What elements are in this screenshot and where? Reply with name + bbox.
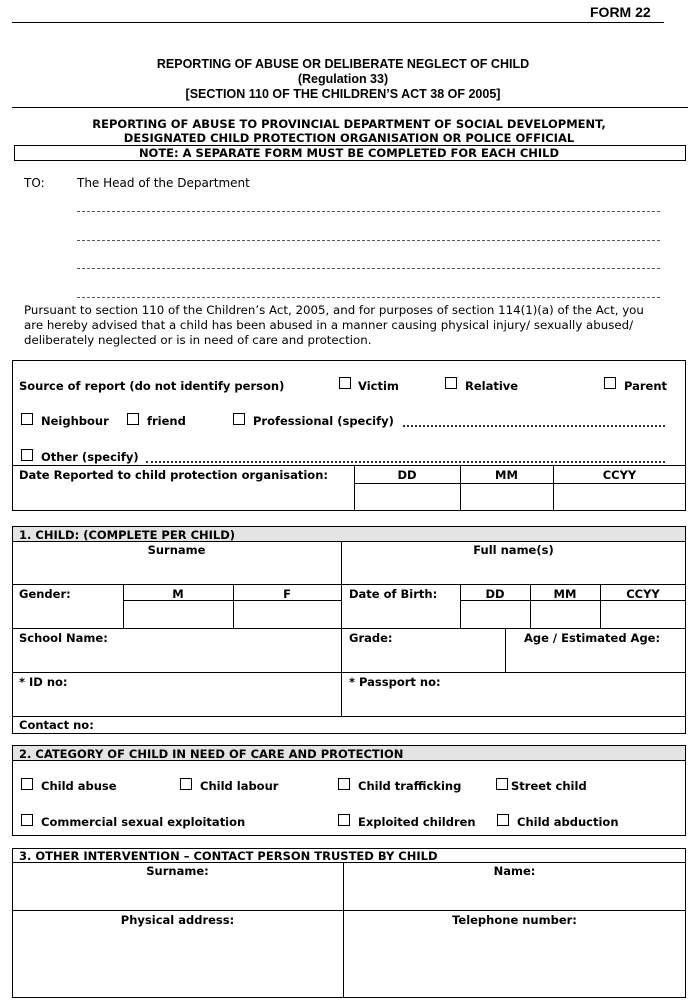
other-surname-label: Surname: <box>146 864 209 878</box>
dob-dd-label: DD <box>485 587 505 601</box>
date-row-top <box>12 465 686 466</box>
form-number: FORM 22 <box>590 4 651 20</box>
category-section-title: 2. CATEGORY OF CHILD IN NEED OF CARE AND PROTECTION <box>19 747 404 761</box>
child-abuse-label: Child abuse <box>41 779 117 793</box>
other-address-label: Physical address: <box>120 913 235 927</box>
date-header-line <box>354 483 686 484</box>
note-text: NOTE: A SEPARATE FORM MUST BE COMPLETED FOR EACH CHILD <box>138 146 560 160</box>
child-section <box>12 526 686 734</box>
child-abduction-label: Child abduction <box>517 815 619 829</box>
to-line-3[interactable] <box>77 268 660 269</box>
id-label: * ID no: <box>19 675 68 689</box>
child-header-line <box>12 541 686 542</box>
other-telephone-label: Telephone number: <box>452 913 577 927</box>
gender-m-label: M <box>172 587 184 601</box>
professional-specify-line[interactable] <box>403 425 665 427</box>
to-line-1[interactable] <box>77 211 660 212</box>
school-label: School Name: <box>19 631 108 645</box>
child-fullnames-label: Full name(s) <box>473 543 554 557</box>
dob-mm-label: MM <box>553 587 577 601</box>
dob-ccyy-label: CCYY <box>626 587 660 601</box>
relative-checkbox[interactable] <box>445 377 457 389</box>
top-rule <box>12 22 664 23</box>
professional-checkbox[interactable] <box>233 413 245 425</box>
other-intervention-title: 3. OTHER INTERVENTION – CONTACT PERSON TRUSTED BY CHILD <box>19 849 438 863</box>
grade-age-divider <box>505 628 506 673</box>
victim-label: Victim <box>358 379 399 393</box>
subheader-line2: DESIGNATED CHILD PROTECTION ORGANISATION OR POLICE OFFICIAL <box>123 131 575 145</box>
gender-label: Gender: <box>19 587 71 601</box>
child-row-contact-top <box>12 716 686 717</box>
form-title: REPORTING OF ABUSE OR DELIBERATE NEGLECT OF CHILD <box>156 57 530 71</box>
friend-label: friend <box>147 414 186 428</box>
to-line-4[interactable] <box>77 297 660 298</box>
header-rule <box>12 107 688 108</box>
to-value: The Head of the Department <box>77 176 250 190</box>
friend-checkbox[interactable] <box>127 413 139 425</box>
to-label: TO: <box>24 176 45 190</box>
form-section: [SECTION 110 OF THE CHILDREN’S ACT 38 OF 2005] <box>185 87 501 101</box>
other-checkbox[interactable] <box>21 449 33 461</box>
to-line-2[interactable] <box>77 240 660 241</box>
dob-label: Date of Birth: <box>349 587 438 601</box>
child-labour-label: Child labour <box>200 779 279 793</box>
parent-label: Parent <box>624 379 668 393</box>
exploited-children-checkbox[interactable] <box>338 814 350 826</box>
child-labour-checkbox[interactable] <box>180 778 192 790</box>
other-label: Other (specify) <box>41 450 139 464</box>
neighbour-label: Neighbour <box>41 414 109 428</box>
passport-label: * Passport no: <box>349 675 441 689</box>
child-abuse-checkbox[interactable] <box>21 778 33 790</box>
other-row-address-top <box>12 910 686 911</box>
neighbour-checkbox[interactable] <box>21 413 33 425</box>
child-row-school-top <box>12 628 686 629</box>
date-mm-label: MM <box>495 468 518 482</box>
commercial-exploitation-label: Commercial sexual exploitation <box>41 815 246 829</box>
street-child-checkbox[interactable] <box>496 778 508 790</box>
source-label: Source of report (do not identify person) <box>19 379 285 393</box>
form-regulation: (Regulation 33) <box>297 72 389 86</box>
date-ccyy-label: CCYY <box>602 468 637 482</box>
date-reported-label: Date Reported to child protection organisation: <box>19 468 328 482</box>
other-name-label: Name: <box>493 864 536 878</box>
other-mid-divider <box>343 862 344 998</box>
parent-checkbox[interactable] <box>604 377 616 389</box>
child-row-id-top <box>12 672 686 673</box>
gender-f-label: F <box>283 587 291 601</box>
grade-label: Grade: <box>349 631 393 645</box>
commercial-exploitation-checkbox[interactable] <box>21 814 33 826</box>
relative-label: Relative <box>465 379 519 393</box>
category-header-line <box>12 760 686 761</box>
pursuant-line3: deliberately neglected or is in need of care and protection. <box>24 333 372 347</box>
other-header-line <box>12 862 686 863</box>
child-trafficking-checkbox[interactable] <box>338 778 350 790</box>
age-label: Age / Estimated Age: <box>524 631 661 645</box>
contact-label: Contact no: <box>19 718 94 732</box>
street-child-label: Street child <box>511 779 587 793</box>
victim-checkbox[interactable] <box>339 377 351 389</box>
subheader-line1: REPORTING OF ABUSE TO PROVINCIAL DEPARTMENT OF SOCIAL DEVELOPMENT, <box>92 117 606 131</box>
child-surname-label: Surname <box>147 543 206 557</box>
exploited-children-label: Exploited children <box>358 815 476 829</box>
child-section-title: 1. CHILD: (COMPLETE PER CHILD) <box>19 528 236 542</box>
child-mid-divider <box>341 541 342 717</box>
child-row-gender-top <box>12 584 686 585</box>
professional-label: Professional (specify) <box>253 414 394 428</box>
pursuant-line2: are hereby advised that a child has been abused in a manner causing physical injury/ sexually abused/ <box>24 318 634 332</box>
pursuant-line1: Pursuant to section 110 of the Children’s Act, 2005, and for purposes of section 114(1)(a) of the Act, you <box>24 303 644 317</box>
date-dd-label: DD <box>397 468 417 482</box>
child-abduction-checkbox[interactable] <box>497 814 509 826</box>
child-trafficking-label: Child trafficking <box>358 779 462 793</box>
other-specify-line[interactable] <box>146 461 665 463</box>
